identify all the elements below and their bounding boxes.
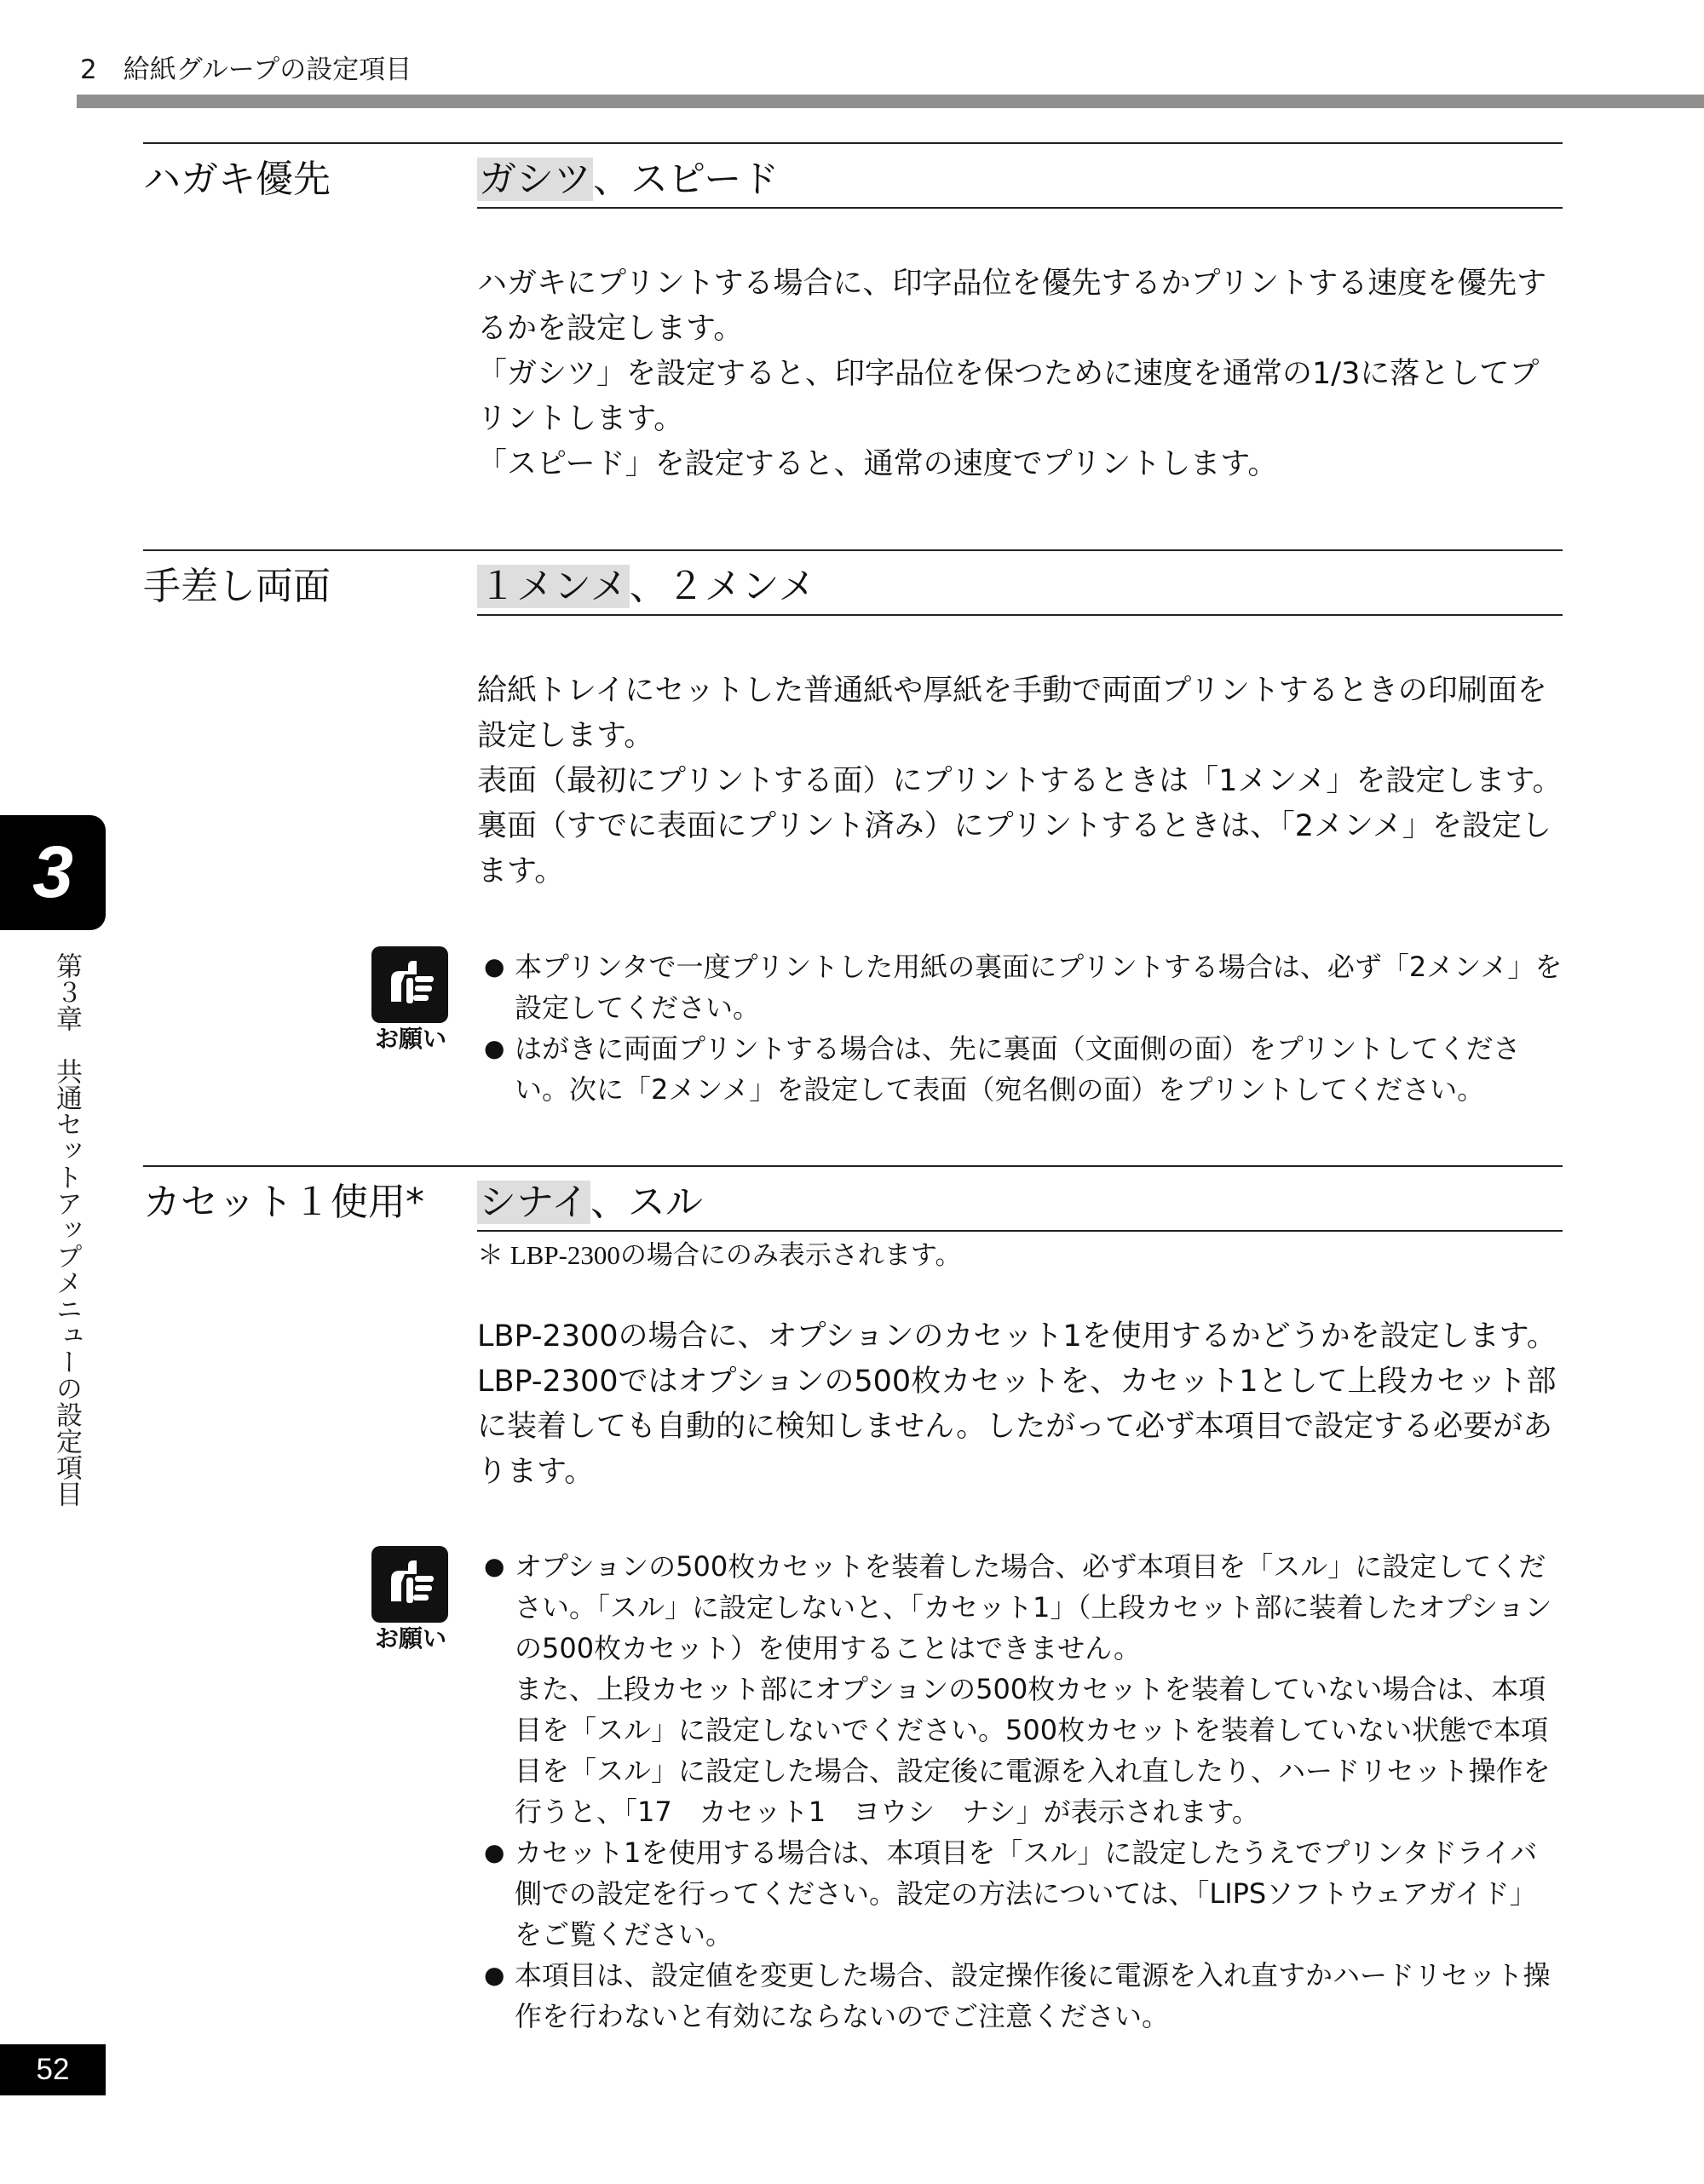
setting-title: 手差し両面	[143, 565, 331, 608]
other-options: 、２メンメ	[629, 565, 816, 608]
footnote: ＊ LBP-2300の場合にのみ表示されます。	[477, 1240, 962, 1270]
setting-title: カセット１使用*	[143, 1181, 424, 1224]
bullet-icon: ●	[484, 1034, 505, 1062]
caution-item: ● カセット1を使用する場合は、本項目を「スル」に設定したうえでプリンタドライバ側での設定を行ってください。設定の方法については、「LIPSソフトウェアガイド」をご覧ください。	[477, 1832, 1563, 1955]
chapter-tab	[0, 815, 106, 930]
setting-options	[477, 1175, 703, 1230]
options-rule	[477, 1230, 1563, 1232]
caution-item: ● 本プリンタで一度プリントした用紙の裏面にプリントする場合は、必ず「2メンメ」を設定してください。	[477, 946, 1563, 1028]
paragraph: 「ガシツ」を設定すると、印字品位を保つために速度を通常の1/3に落としてプリントします。	[477, 357, 1540, 436]
default-option: １メンメ	[479, 565, 628, 608]
setting-description	[477, 262, 1563, 487]
paragraph: 給紙トレイにセットした普通紙や厚紙を手動で両面プリントするときの印刷面を設定します。	[477, 674, 1547, 753]
paragraph: LBP-2300の場合に、オプションのカセット1を使用するかどうかを設定します。LBP-2300ではオプションの500枚カセットを、カセット1として上段カセット部に装着しても自動的に検知しません。したがって必ず本項目で設定する必要があります。	[477, 1319, 1557, 1489]
paragraph: 「スピード」を設定すると、通常の速度でプリントします。	[477, 447, 1278, 481]
caution-icon	[371, 946, 452, 1054]
caution-item: ● 本項目は、設定値を変更した場合、設定操作後に電源を入れ直すかハードリセット操作を行わないと有効にならないのでご注意ください。	[477, 1955, 1563, 2037]
caution-label: お願い	[374, 1624, 446, 1652]
setting-description	[477, 669, 1563, 894]
caution-icon	[371, 1546, 452, 1653]
section-rule	[143, 549, 1563, 551]
default-option: シナイ	[479, 1181, 589, 1224]
page-number: 52	[36, 2053, 70, 2086]
header-bar	[77, 95, 1704, 108]
caution-item: ● オプションの500枚カセットを装着した場合、必ず本項目を「スル」に設定してください。「スル」に設定しないと、「カセット1」（上段カセット部に装着したオプションの500枚カセット）を使用することはできません。 また、上段カセット部にオプションの500枚カセットを装着していない場合は、本項目を「スル」に設定しないでください。500枚カセットを装着していない状態で本項目を「スル」に設定した場合、設定後に電源を入れ直したり、ハードリセット操作を行うと、「17 カセット1 ヨウシ ナシ」が表示されます。	[477, 1546, 1563, 1832]
setting-options	[477, 152, 779, 207]
setting-title: ハガキ優先	[143, 158, 331, 201]
page-number-box	[0, 2044, 106, 2095]
default-option: ガシツ	[479, 158, 591, 201]
caution-item: ● はがきに両面プリントする場合は、先に裏面（文面側の面）をプリントしてください。次に「2メンメ」を設定して表面（宛名側の面）をプリントしてください。	[477, 1028, 1563, 1110]
bullet-icon: ●	[484, 1552, 505, 1580]
chapter-number: 3	[32, 831, 73, 913]
options-rule	[477, 614, 1563, 616]
bullet-icon: ●	[484, 952, 505, 980]
other-options: 、スピード	[593, 158, 780, 201]
paragraph: ハガキにプリントする場合に、印字品位を優先するかプリントする速度を優先するかを設定します。	[477, 267, 1547, 346]
running-head: 2 給紙グループの設定項目	[80, 55, 412, 85]
caution-list	[477, 1546, 1563, 2037]
paragraph: 表面（最初にプリントする面）にプリントするときは「1メンメ」を設定します。	[477, 764, 1563, 798]
setting-description	[477, 1314, 1563, 1495]
chapter-side-title: 第３章 共通セットアップメニューの設定項目	[51, 952, 82, 1507]
caution-list	[477, 946, 1563, 1110]
bullet-icon: ●	[484, 1838, 505, 1866]
other-options: 、スル	[590, 1181, 703, 1224]
caution-label: お願い	[374, 1025, 446, 1053]
bullet-icon: ●	[484, 1961, 505, 1989]
paragraph: 裏面（すでに表面にプリント済み）にプリントするときは、「2メンメ」を設定します。	[477, 809, 1551, 888]
section-rule	[143, 142, 1563, 144]
setting-options	[477, 560, 815, 614]
options-rule	[477, 207, 1563, 209]
section-rule	[143, 1165, 1563, 1167]
